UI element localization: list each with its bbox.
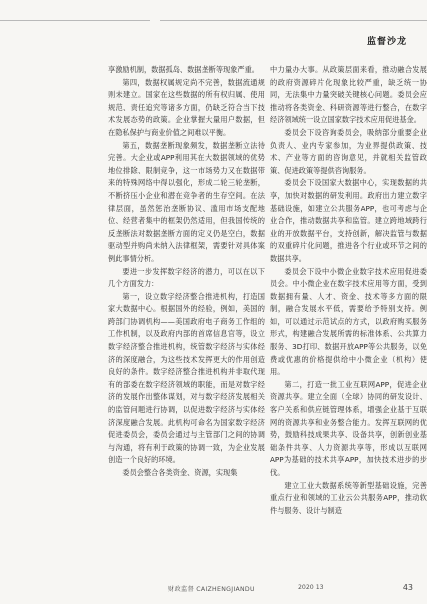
paragraph: 享激励机制，数据孤岛、数据垄断等现象严重。 [108, 65, 259, 74]
paragraph: 第五，数据垄断现象频发，数据垄断立法待完善。大企业或APP利用其在大数据领域的优势地位排除、限制竞争，这一市场势力又在数据带来的特殊网络中得以强化，形成二轮三轮垄断，不断挤压小企业和潜在竞争者的生存空间。在法律层面，虽然惩治垄断协议、滥用市场支配地位、经营者集中的框架仍然适用，但我国传统的反垄断法对数据垄断方面的定义仍是空白，数据驱动型并购尚未纳入法律框架，需要针对具体案例此事情分析。 [108, 140, 265, 263]
page-footer [108, 584, 413, 596]
paragraph: 委员会下设国家大数据中心，实现数据的共享，加快对数据的研发利用。政府出力建立数字基础设施，如建立公共服务APP，也可考虑与企业合作，推动数据共享和监管。建立跨地域跨行业的开放数据平台，支持创新，解决监管与数据的双重碎片化问题，推进各个行业或环节之间的数据共享。 [270, 178, 427, 263]
left-column [108, 64, 265, 480]
paragraph: 第四，数据权属规定尚不完善，数据流通规则未建立。国家在这些数据的所有权归属、使用规范、责任追究等诸多方面，仍缺乏符合当下技术发展态势的政策。企业掌握大量用户数据，但在隐私保护与商业价值之间难以平衡。 [108, 77, 265, 137]
paragraph: 第二，打造一批工业互联网APP，促进企业资源共享。建立全面（全球）协同的研发设计、客户关系和供应链管理体系，增强企业基于互联网的资源共享和业务整合能力。发挥互联网的优势，鼓励科技成果共享、设备共享，创新创业基础条件共享、人力资源共享等，形成以互联网APP为基础的技术共享APP，加快技术进步的步伐。 [270, 379, 427, 477]
paragraph: 委员会下设咨询委员会，吸纳部分重要企业负责人、业内专家参加，为业界提供政策、技术、产业等方面的咨询意见，并就相关监管政策、促进政策等提供咨询服务。 [270, 127, 427, 175]
footer-brand: 财政监督 CAIZHENGJIANDU [168, 586, 255, 593]
paragraph: 建立工业大数据系统等新型基础设施，完善重点行业和领域的工业云公共服务APP，推动软件与服务、设计与制造 [270, 480, 427, 515]
header-line-left [0, 20, 150, 21]
header-line-right [160, 20, 427, 21]
header-rule [0, 0, 427, 48]
paragraph: 委员会下设中小微企业数字技术应用促进委员会。中小微企业在数字技术应用等方面，受到数据拥有量、人才、资金、技术等多方面的限制，融合发展水平低，需要给予特别支持。例如，可以通过示范试点的方式，以政府购买服务形式，构建融合发展所需的标准体系、公共算力服务、3D打印、数据开放APP等公共服务，以免费或优惠的价格提供给中小微企业（机构）使用。 [270, 266, 427, 377]
section-title: 监督沙龙 [366, 37, 407, 47]
paragraph: 中力量办大事。从政策层面来看，推动融合发展的政府资源碎片化现象比较严重，缺乏统一协同，无法集中力量突破关键核心问题。委员会应推动将各类资金、科研资源等进行整合，在数字经济领域统一设立国家数字技术应用促进基金。 [270, 65, 427, 125]
paragraph: 委员会整合各类资金、资源，实现集 [122, 468, 238, 477]
footer-issue: 2020 13 [298, 584, 324, 591]
paragraph: 要进一步发挥数字经济的潜力，可以在以下几个方面发力： [108, 266, 265, 289]
paragraph: 第一，设立数字经济整合推进机构，打造国家大数据中心。根据国外的经验，例如，美国的跨部门协调机构——美国政府电子商务工作组的工作机制，以及政府内部的首席信息官等，设立数字经济整合推进机构，统管数字经济与实体经济的深度融合，为这些技术发挥更大的作用创造良好的条件。数字经济整合推进机构并非取代现有的部委在数字经济领域的职能，而是对数字经济的发展作出整体谋划，对与数字经济发展相关的监管问题进行协调，以促进数字经济与实体经济深度融合发展。此机构可命名为国家数字经济促进委员会，委员会通过与主管部门之间的协调与沟通，将有利于政策的协调一致，为企业发展创造一个良好的环境。 [108, 291, 265, 465]
page-number: 43 [402, 583, 413, 592]
right-column [270, 64, 427, 517]
